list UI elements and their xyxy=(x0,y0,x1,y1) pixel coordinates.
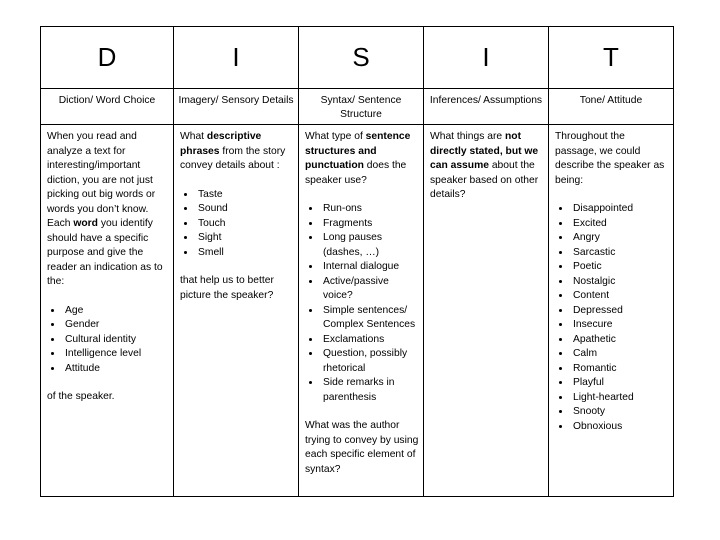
disit-table xyxy=(40,26,674,497)
imagery-intro-bold: descriptive phrases xyxy=(180,131,262,157)
tone-item: • Disappointed xyxy=(571,202,669,217)
tone-item: • Obnoxious xyxy=(571,420,669,435)
imagery-intro-text-a: What xyxy=(180,131,207,142)
imagery-closing: that help us to better picture the speaker? xyxy=(180,275,274,301)
imagery-item: • Sight xyxy=(196,231,294,246)
diction-intro xyxy=(47,130,169,290)
syntax-item: • Exclamations xyxy=(321,333,419,348)
letter-i-inferences: I xyxy=(424,27,549,89)
syntax-item: • Long pauses (dashes, …) xyxy=(321,231,419,260)
syntax-intro-text-b: does the speaker use? xyxy=(305,160,407,186)
inferences-intro-text-a: What things are xyxy=(430,131,505,142)
content-row xyxy=(41,125,674,497)
header-diction: Diction/ Word Choice xyxy=(41,89,174,125)
letter-s: S xyxy=(299,27,424,89)
syntax-item: • Active/passive voice? xyxy=(321,275,419,304)
letter-t: T xyxy=(549,27,674,89)
header-syntax: Syntax/ Sentence Structure xyxy=(299,89,424,125)
syntax-cell xyxy=(299,125,424,497)
syntax-intro xyxy=(305,130,419,188)
tone-item: • Playful xyxy=(571,376,669,391)
letters-row xyxy=(41,27,674,89)
imagery-item: • Sound xyxy=(196,202,294,217)
header-tone: Tone/ Attitude xyxy=(549,89,674,125)
imagery-cell xyxy=(174,125,299,497)
tone-item: • Insecure xyxy=(571,318,669,333)
letter-i-imagery: I xyxy=(174,27,299,89)
imagery-intro xyxy=(180,130,294,174)
diction-closing: of the speaker. xyxy=(47,391,115,402)
syntax-closing: What was the author trying to convey by using each specific element of syntax? xyxy=(305,420,419,475)
tone-item: • Sarcastic xyxy=(571,246,669,261)
diction-intro-text-b: you identify should have a specific purpose and give the reader an indication as to the: xyxy=(47,218,163,287)
letter-d: D xyxy=(41,27,174,89)
diction-cell xyxy=(41,125,174,497)
diction-intro-text-a: When you read and analyze a text for interesting/important diction, you are not just picking out big words or words you don’t know. Each xyxy=(47,131,156,229)
tone-list xyxy=(555,202,669,434)
tone-item: • Snooty xyxy=(571,405,669,420)
syntax-item: • Simple sentences/ Complex Sentences xyxy=(321,304,419,333)
syntax-item: • Side remarks in parenthesis xyxy=(321,376,419,405)
imagery-item: • Touch xyxy=(196,217,294,232)
syntax-item: • Fragments xyxy=(321,217,419,232)
syntax-intro-bold: sentence structures and punctuation xyxy=(305,131,411,171)
header-imagery: Imagery/ Sensory Details xyxy=(174,89,299,125)
syntax-item: • Question, possibly rhetorical xyxy=(321,347,419,376)
tone-cell xyxy=(549,125,674,497)
diction-item: • Gender xyxy=(63,318,169,333)
tone-item: • Calm xyxy=(571,347,669,362)
tone-item: • Angry xyxy=(571,231,669,246)
tone-intro: Throughout the passage, we could describe the speaker as being: xyxy=(555,131,665,186)
diction-item: • Age xyxy=(63,304,169,319)
imagery-item: • Smell xyxy=(196,246,294,261)
diction-item: • Attitude xyxy=(63,362,169,377)
tone-item: • Content xyxy=(571,289,669,304)
headers-row xyxy=(41,89,674,125)
tone-item: • Poetic xyxy=(571,260,669,275)
tone-item: • Nostalgic xyxy=(571,275,669,290)
tone-item: • Romantic xyxy=(571,362,669,377)
imagery-item: • Taste xyxy=(196,188,294,203)
syntax-item: • Internal dialogue xyxy=(321,260,419,275)
inferences-cell xyxy=(424,125,549,497)
imagery-intro-text-b: from the story convey details about : xyxy=(180,145,286,171)
diction-item: • Intelligence level xyxy=(63,347,169,362)
syntax-list xyxy=(305,202,419,405)
tone-item: • Depressed xyxy=(571,304,669,319)
tone-item: • Apathetic xyxy=(571,333,669,348)
imagery-list xyxy=(180,188,294,261)
inferences-intro-bold: not directly stated, but we can assume xyxy=(430,131,539,171)
header-inferences: Inferences/ Assumptions xyxy=(424,89,549,125)
diction-intro-bold: word xyxy=(73,218,98,229)
tone-item: • Light-hearted xyxy=(571,391,669,406)
inferences-intro xyxy=(430,130,544,203)
syntax-intro-text-a: What type of xyxy=(305,131,366,142)
syntax-item: • Run-ons xyxy=(321,202,419,217)
tone-item: • Excited xyxy=(571,217,669,232)
diction-list xyxy=(47,304,169,377)
diction-item: • Cultural identity xyxy=(63,333,169,348)
inferences-intro-text-b: about the speaker based on other details? xyxy=(430,160,539,200)
